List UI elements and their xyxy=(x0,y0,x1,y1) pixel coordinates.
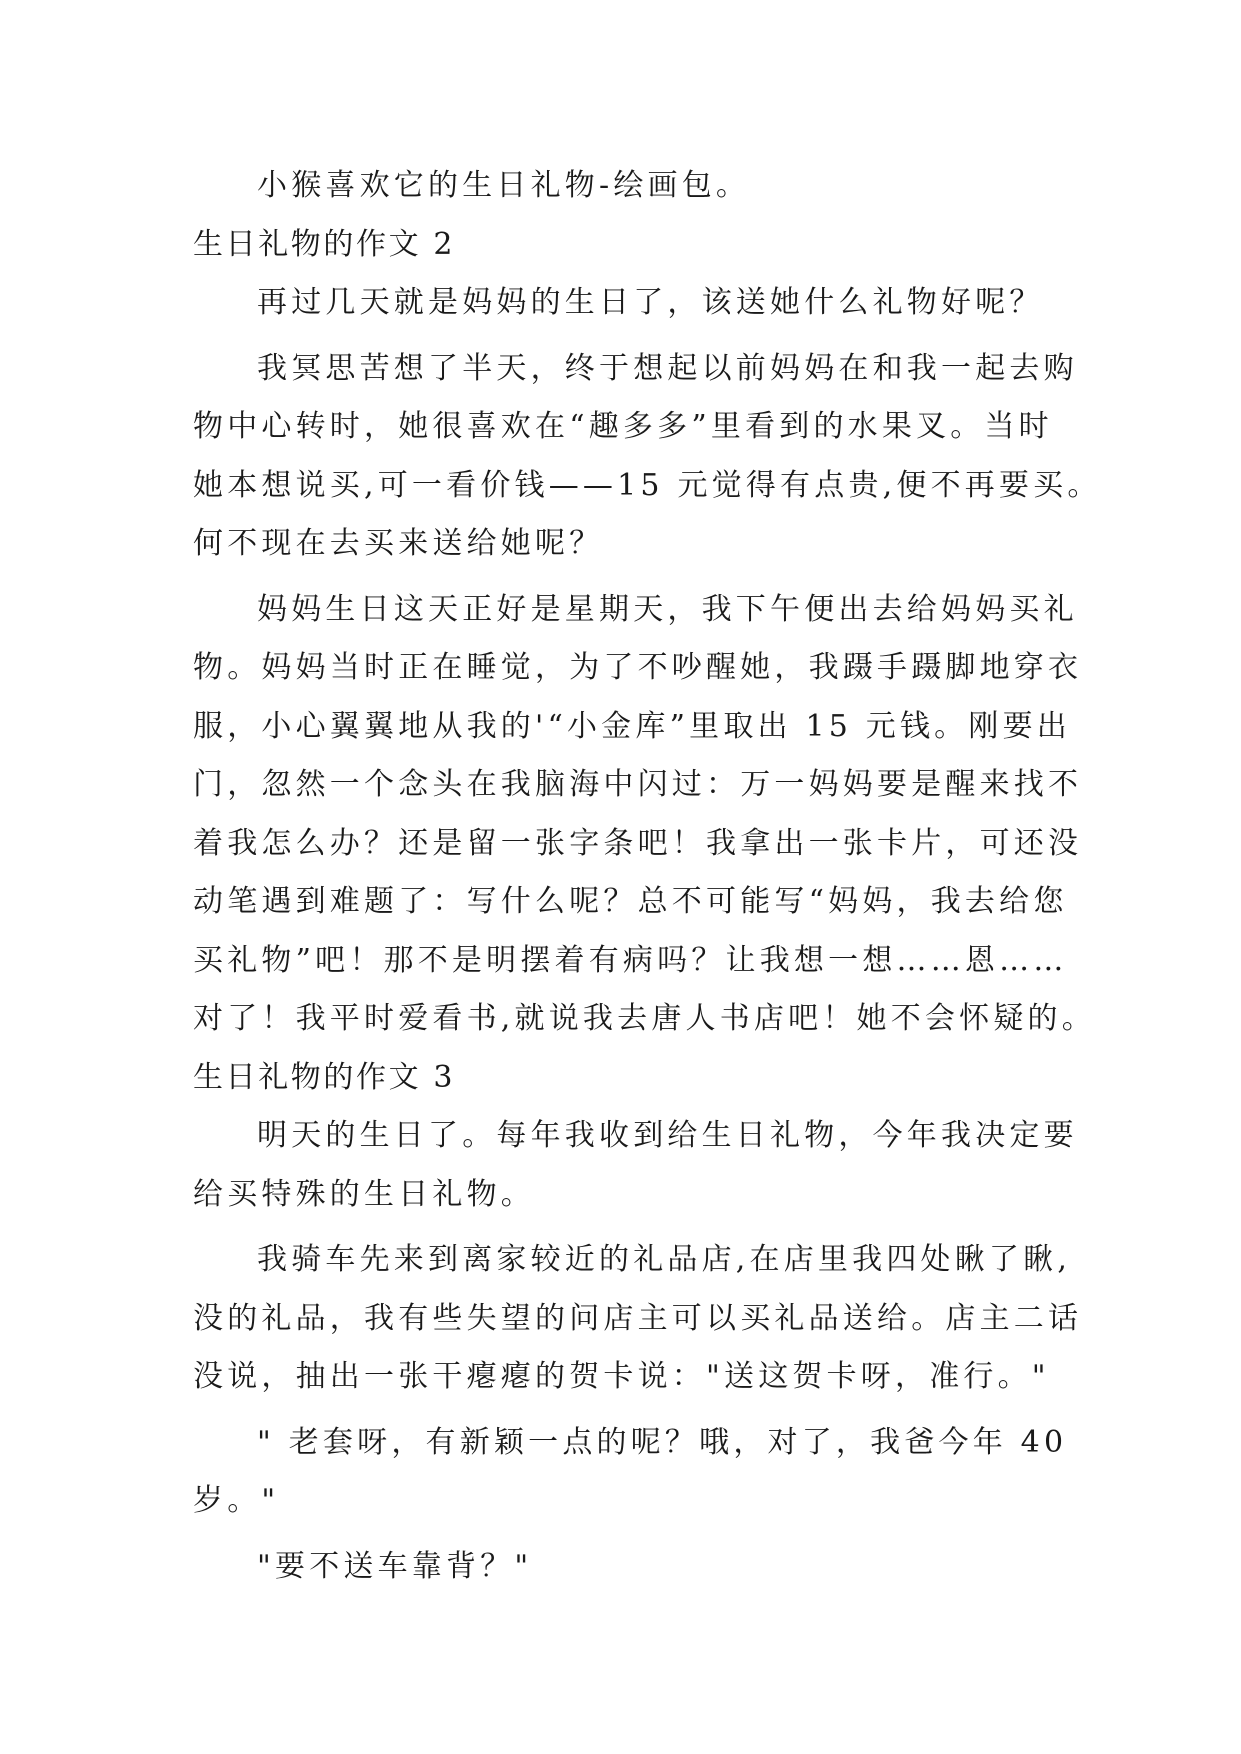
paragraph-line: 没说，抽出一张干瘪瘪的贺卡说："送这贺卡呀，准行。" xyxy=(193,1359,1050,1394)
paragraph xyxy=(193,1231,1083,1407)
paragraph xyxy=(193,157,1055,216)
paragraph-line: 何不现在去买来送给她呢？ xyxy=(193,526,604,561)
paragraph xyxy=(193,1107,1078,1224)
paragraph-line: 买礼物”吧！那不是明摆着有病吗？让我想一想……恩…… xyxy=(193,942,1068,978)
paragraph-line: 我冥思苦想了半天，终于想起以前妈妈在和我一起去购 xyxy=(257,350,1078,386)
paragraph xyxy=(193,1538,1055,1597)
paragraph-line: 岁。" xyxy=(193,1483,280,1518)
paragraph-line: 明天的生日了。每年我收到给生日礼物，今年我决定要 xyxy=(257,1118,1078,1153)
section-heading: 生日礼物的作文 3 xyxy=(193,1059,456,1095)
section-heading: 生日礼物的作文 2 xyxy=(193,226,456,262)
paragraph-line: "要不送车靠背？" xyxy=(257,1548,533,1584)
paragraph-line: 她本想说买,可一看价钱——15 元觉得有点贵,便不再要买。 xyxy=(193,467,1102,503)
paragraph-line: 服，小心翼翼地从我的'“小金库”里取出 15 元钱。刚要出 xyxy=(193,708,1071,744)
paragraph-line: 我骑车先来到离家较近的礼品店,在店里我四处瞅了瞅, xyxy=(257,1242,1072,1277)
paragraph xyxy=(193,274,1055,333)
paragraph-line: 小猴喜欢它的生日礼物-绘画包。 xyxy=(257,168,751,203)
paragraph-line: 对了！我平时爱看书,就说我去唐人书店吧！她不会怀疑的。 xyxy=(193,1001,1096,1036)
paragraph-line: " 老套呀，有新颖一点的呢？哦，对了，我爸今年 40 xyxy=(257,1424,1068,1460)
paragraph-line: 门，忽然一个念头在我脑海中闪过：万一妈妈要是醒来找不 xyxy=(193,767,1083,802)
paragraph-line: 给买特殊的生日礼物。 xyxy=(193,1176,535,1212)
paragraph-line: 没的礼品，我有些失望的问店主可以买礼品送给。店主二话 xyxy=(193,1300,1083,1336)
paragraph-line: 着我怎么办？还是留一张字条吧！我拿出一张卡片，可还没 xyxy=(193,825,1083,861)
paragraph-line: 动笔遇到难题了：写什么呢？总不可能写“妈妈，我去给您 xyxy=(193,884,1068,919)
paragraph-line: 再过几天就是妈妈的生日了，该送她什么礼物好呢？ xyxy=(257,285,1044,320)
paragraph-line: 妈妈生日这天正好是星期天，我下午便出去给妈妈买礼 xyxy=(257,591,1078,627)
document-body xyxy=(193,157,1102,1596)
paragraph xyxy=(193,340,1102,574)
paragraph-line: 物中心转时，她很喜欢在“趣多多”里看到的水果叉。当时 xyxy=(193,409,1053,444)
paragraph xyxy=(193,1414,1068,1531)
paragraph xyxy=(193,581,1096,1049)
paragraph-line: 物。妈妈当时正在睡觉，为了不吵醒她，我蹑手蹑脚地穿衣 xyxy=(193,650,1083,685)
